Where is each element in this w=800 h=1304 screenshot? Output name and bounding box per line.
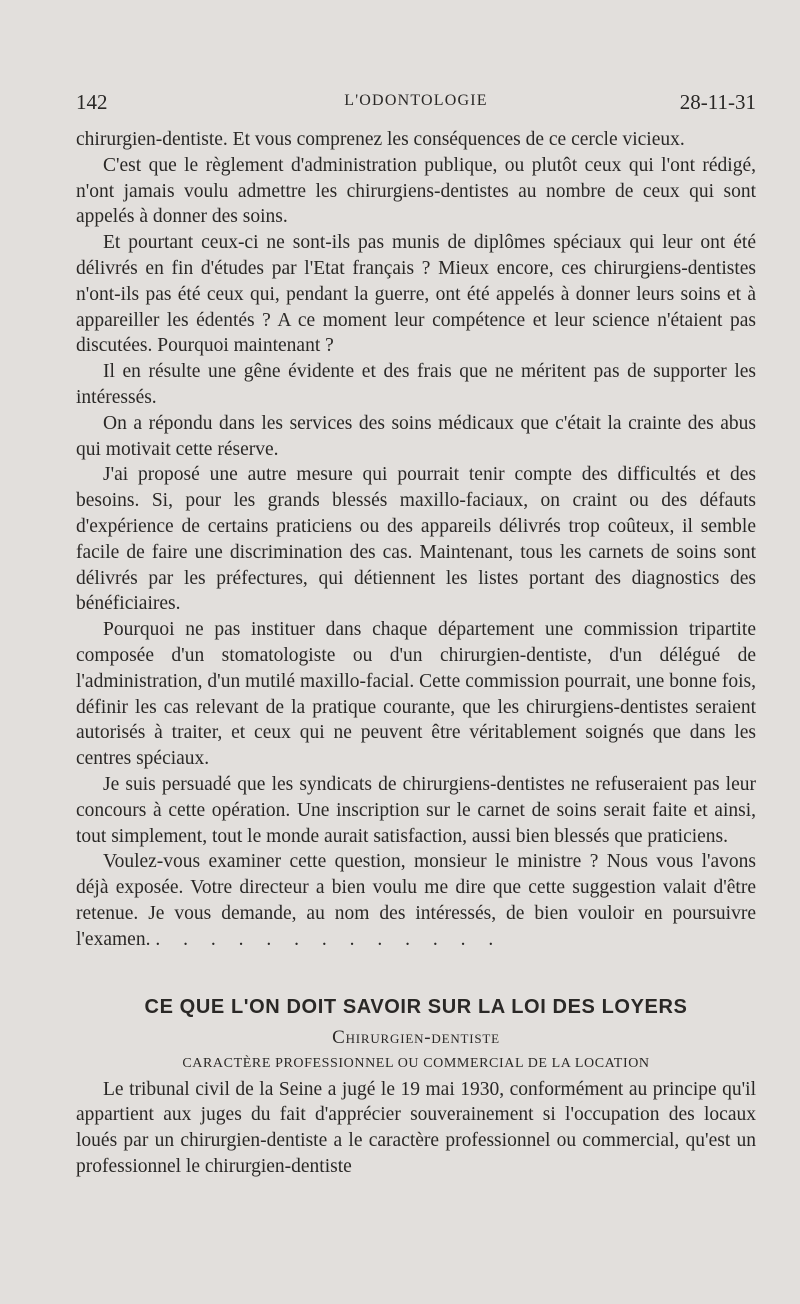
running-head — [76, 86, 756, 120]
paragraph: Pourquoi ne pas instituer dans chaque département une commission tripartite composée d'un stomatologiste ou d'un chirurgien-dentiste, d'un délégué de l'administration, d'un mutilé maxillo-facial. Cette commission pourrait, une bonne fois, définir les cas relevant de la pratique courante, que les chirurgiens-dentistes seraient autorisés à traiter, et ceux qui ne peuvent être véritablement soignés que dans les centres spéciaux. — [76, 619, 756, 770]
paragraph: J'ai proposé une autre mesure qui pourrait tenir compte des difficultés et des besoins. Si, pour les grands blessés maxillo-faciaux, on craint ou des défauts d'expérience de certains praticiens ou des appareils délivrés trop coûteux, il semble facile de faire une discrimination des cas. Maintenant, tous les carnets de soins sont délivrés par les préfectures, qui détiennent les listes portant des diagnostics des bénéficiaires. — [76, 464, 756, 615]
paragraph-closing — [76, 849, 756, 952]
issue-date: 28-11-31 — [679, 90, 756, 114]
paragraph: On a répondu dans les services des soins médicaux que c'était la crainte des abus qui motivait cette réserve. — [76, 412, 756, 460]
paragraph: C'est que le règlement d'administration publique, ou plutôt ceux qui l'ont rédigé, n'ont jamais voulu admettre les chirurgiens-dentistes au nombre de ceux qui sont appelés à donner des soins. — [76, 154, 756, 228]
section-subtitle: Chirurgien-dentiste — [332, 1026, 500, 1048]
journal-title: L'ODONTOLOGIE — [344, 92, 488, 109]
section-subsubtitle: CARACTÈRE PROFESSIONNEL OU COMMERCIAL DE LA LOCATION — [182, 1055, 650, 1071]
paragraph-continuation: chirurgien-dentiste. Et vous comprenez les conséquences de ce cercle vicieux. — [76, 129, 685, 150]
section-paragraph: Le tribunal civil de la Seine a jugé le 19 mai 1930, conformément au principe qu'il appartient aux juges du fait d'apprécier souverainement si l'occupation des locaux loués par un chirurgien-dentiste a le caractère professionnel ou commercial, qu'est un professionnel le chirurgien-dentiste — [76, 1078, 756, 1177]
section-title: CE QUE L'ON DOIT SAVOIR SUR LA LOI DES LOYERS — [144, 995, 688, 1018]
page — [76, 86, 756, 1286]
page-number: 142 — [76, 90, 108, 114]
leader-dots: . . . . . . . . . . . . . — [155, 928, 503, 950]
paragraph: Il en résulte une gêne évidente et des frais que ne méritent pas de supporter les intéressés. — [76, 361, 756, 408]
paragraph: Et pourtant ceux-ci ne sont-ils pas munis de diplômes spéciaux qui leur ont été délivrés en fin d'études par l'Etat français ? Mieux encore, ces chirurgiens-dentistes n'ont-ils pas été ceux qui, pendant la guerre, ont été appelés à donner leurs soins et à appareiller les édentés ? A ce moment leur compétence et leur science n'étaient pas discutées. Pourquoi maintenant ? — [76, 232, 756, 357]
paragraph-closing-text: Voulez-vous examiner cette question, monsieur le ministre ? Nous vous l'avons déjà exposée. Votre directeur a bien voulu me dire que cette suggestion valait d'être retenue. Je vous demande, au nom des intéressés, de bien vouloir en poursuivre l'examen. — [76, 851, 756, 950]
paragraph: Je suis persuadé que les syndicats de chirurgiens-dentistes ne refuseraient pas leur concours à cette opération. Une inscription sur le carnet de soins serait faite et ainsi, tout simplement, tout le monde aurait satisfaction, aussi bien blessés que praticiens. — [76, 773, 756, 847]
